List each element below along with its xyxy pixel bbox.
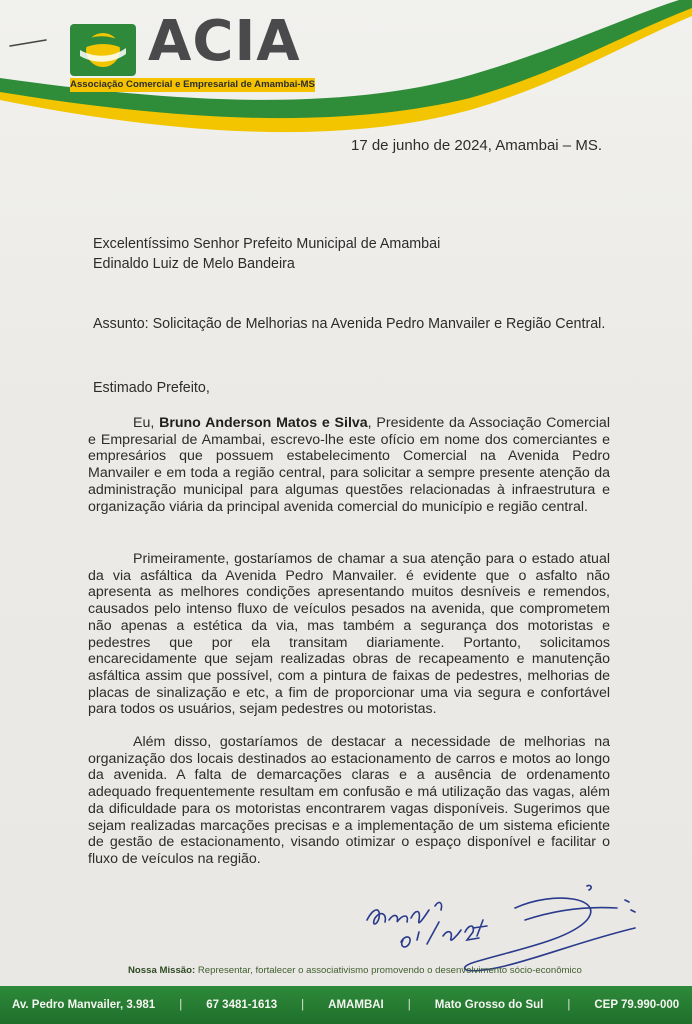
footer-separator: |	[407, 999, 411, 1011]
recipient-block	[93, 234, 440, 274]
footer-cep: CEP 79.990-000	[594, 999, 680, 1011]
body-paragraph-3: Além disso, gostaríamos de destacar a necessidade de melhorias na organização dos locais destinados ao estacionamento de carros e motos ao longo da avenida. A falta de demarcações claras e a ausência de ordenamento adequado frequentemente resultam em confusão e má utilização das vagas, além da dificuldade para os motoristas encontrarem vagas disponíveis. Sugerimos que sejam realizadas marcações precisas e a implementação de um sistema eficiente de gestão de estacionamento, visando otimizar o espaço disponível e facilitar o fluxo de veículos na região.	[88, 734, 610, 867]
date-line: 17 de junho de 2024, Amambai – MS.	[350, 137, 602, 154]
footer-bar	[0, 986, 692, 1024]
recipient-title: Excelentíssimo Senhor Prefeito Municipal de Amambai	[93, 236, 441, 252]
president-name: Bruno Anderson Matos e Silva	[159, 415, 368, 431]
logo-wordmark: ACIA	[148, 9, 301, 74]
footer-state: Mato Grosso do Sul	[434, 999, 544, 1011]
footer-address: Av. Pedro Manvailer, 3.981	[12, 999, 156, 1011]
footer-phone: 67 3481-1613	[206, 999, 278, 1011]
body-paragraph-2: Primeiramente, gostaríamos de chamar a sua atenção para o estado atual da via asfáltica da Avenida Pedro Manvailer. é evidente que o asfalto não apresenta as melhores condições apresentando muitos desníveis e remendos, causados pelo intenso fluxo de veículos pesados na avenida, que comprometem não apenas a estética da via, mas também a segurança dos motoristas e pedestres que por ela transitam diariamente. Portanto, solicitamos encarecidamente que sejam realizadas obras de recapeamento e manutenção asfáltica assim que possível, com a pintura de faixas de pedestres, melhorias de placas de sinalização e etc, a fim de proporcionar uma via segura e confortável para todos os usuários, sejam pedestres ou motoristas.	[88, 551, 610, 718]
p1-text: , Presidente da Associação Comercial e Empresarial de Amambai, escrevo-lhe este ofício em nome dos comerciantes e empresários que possuem estabelecimento Comercial na Avenida Pedro Manvailer e em toda a região central, para solicitar a sempre presente atenção da administração municipal para algumas questões relacionadas à infraestrutura e organização viária da principal avenida comercial do município e região central.	[88, 415, 610, 515]
body-paragraph-1	[88, 415, 610, 515]
footer-city: AMAMBAI	[328, 999, 384, 1011]
mission-label: Nossa Missão:	[128, 965, 196, 976]
footer-separator: |	[179, 999, 183, 1011]
footer-separator: |	[567, 999, 571, 1011]
p1-prefix: Eu,	[133, 415, 160, 431]
mission-statement	[128, 965, 582, 976]
acia-logo-icon	[70, 24, 136, 76]
recipient-name: Edinaldo Luiz de Melo Bandeira	[93, 256, 295, 272]
subject-line: Assunto: Solicitação de Melhorias na Avenida Pedro Manvailer e Região Central.	[93, 316, 606, 332]
mission-text: Representar, fortalecer o associativismo promovendo o desenvolvimento sócio-econômico	[195, 965, 582, 976]
greeting: Estimado Prefeito,	[93, 380, 210, 396]
logo-subtitle: Associação Comercial e Empresarial de Amambai-MS	[70, 79, 315, 90]
pen-stroke-mark	[8, 38, 48, 52]
footer-separator: |	[301, 999, 305, 1011]
